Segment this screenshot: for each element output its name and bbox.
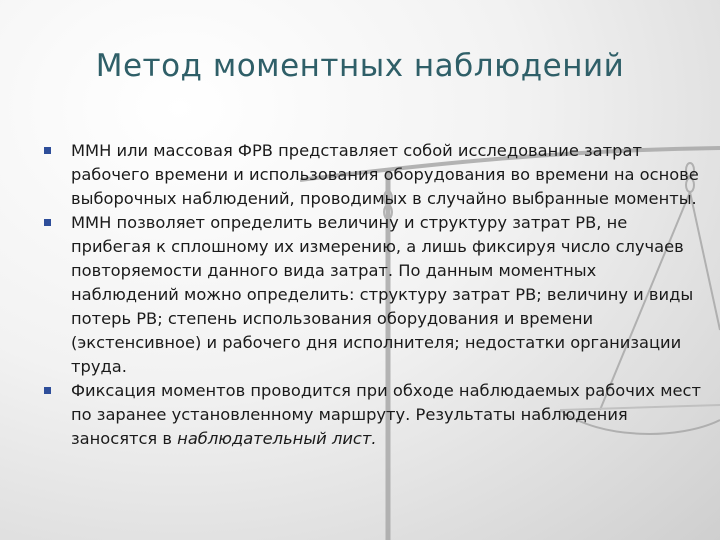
slide-title: Метод моментных наблюдений (95, 48, 625, 84)
list-item (40, 211, 702, 379)
bullet-text: ММН позволяет определить величину и структуру затрат РВ, не прибегая к сплошному их измерению, а лишь фиксируя число случаев повторяемости данного вида затрат. По данным моментных наблюдений можно определить: структуру затрат РВ; величину и виды потерь РВ; степень использования оборудования и времени (экстенсивное) и рабочего дня исполнителя; недостатки организации труда. (71, 213, 694, 376)
bullet-text (71, 379, 702, 451)
square-bullet-icon (44, 387, 51, 394)
list-item (40, 379, 702, 451)
square-bullet-icon (44, 219, 51, 226)
list-item (40, 139, 702, 211)
bullet-text: ММН или массовая ФРВ представляет собой исследование затрат рабочего времени и использования оборудования во времени на основе выборочных наблюдений, проводимых в случайно выбранные моменты. (71, 141, 699, 208)
bullet-text-plain: Фиксация моментов проводится при обходе наблюдаемых рабочих мест по заранее установленному маршруту. Результаты наблюдения заносятся в (71, 381, 701, 448)
bullet-list (40, 139, 702, 451)
square-bullet-icon (44, 147, 51, 154)
bullet-text-emphasis: наблюдательный лист. (177, 429, 377, 448)
